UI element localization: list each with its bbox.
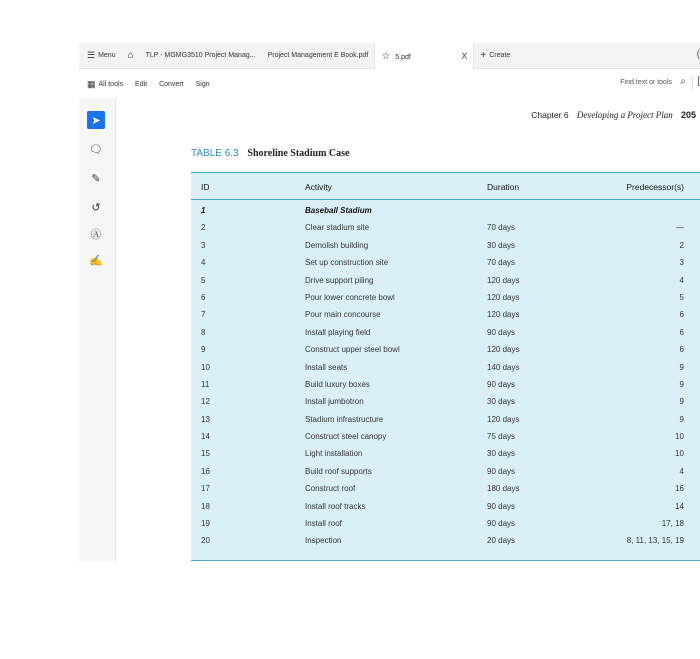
cell-duration: 70 days [487,223,516,233]
cell-predecessors: 9 [679,397,684,407]
cell-id: 8 [201,327,206,337]
cell-predecessors: 2 [679,240,684,250]
cell-duration: 90 days [487,501,516,511]
table-header [191,173,700,200]
menu-label: Menu [98,52,116,59]
table-row [191,255,700,272]
cell-predecessors: 9 [679,379,684,389]
cell-id: 17 [201,484,210,494]
tab-label: Project Management E Book.pdf [267,52,369,59]
sign-button[interactable]: Sign [195,80,210,88]
tab-active-5pdf[interactable] [374,43,474,70]
cell-activity: Install seats [305,362,348,372]
hamburger-icon: ☰ [87,50,96,60]
table-row [191,203,700,220]
table-row [191,325,700,342]
cell-activity: Baseball Stadium [305,206,372,215]
home-icon[interactable]: ⌂ [127,50,134,61]
cell-id: 10 [201,362,210,372]
cell-predecessors: 4 [679,466,684,476]
table-row [191,481,700,498]
cell-predecessors: 4 [679,275,684,285]
table-row [191,464,700,481]
panel-toggle-icon[interactable]: [ [692,76,700,90]
cell-activity: Build luxury boxes [305,379,370,389]
table-row [191,220,700,237]
cell-duration: 120 days [487,345,520,355]
help-icon[interactable]: ( [696,49,700,60]
cell-activity: Stadium infrastructure [305,414,384,424]
lasso-icon[interactable]: ↺ [91,201,101,214]
cell-id: 3 [201,240,206,250]
tool-rail [79,98,116,562]
cell-id: 7 [201,310,206,320]
table-row [191,499,700,516]
cell-id: 14 [201,432,210,442]
cell-predecessors: 5 [679,292,684,302]
running-head [531,110,696,120]
cell-predecessors: 8, 11, 13, 15, 19 [626,536,684,546]
cell-duration: 30 days [487,240,516,250]
cell-predecessors: 3 [679,258,684,268]
cell-activity: Inspection [305,536,342,546]
table-row [191,446,700,463]
header-duration: Duration [487,182,520,192]
table-row [191,533,700,550]
table-row [191,238,700,255]
cell-id: 15 [201,449,210,459]
table-row [191,377,700,394]
header-id: ID [201,182,210,192]
table-label: TABLE 6.3 [191,148,239,159]
cell-predecessors: 10 [675,432,684,442]
stamp-icon[interactable]: ✍ [89,254,103,267]
cell-id: 4 [201,258,206,268]
cell-id: 6 [201,292,206,302]
cell-duration: 120 days [487,310,520,320]
close-tab-button[interactable]: X [461,51,468,61]
text-box-icon[interactable]: Ⓐ [90,229,102,241]
tab-label: 5.pdf [395,53,411,61]
cell-duration: 90 days [487,466,516,476]
cell-activity: Construct upper steel bowl [305,345,400,355]
cursor-icon[interactable]: ➤ [87,111,105,129]
header-predecessors: Predecessor(s) [626,182,684,192]
cell-predecessors: 9 [679,362,684,372]
create-label: Create [489,52,511,59]
cell-activity: Pour lower concrete bowl [305,292,395,302]
comment-icon[interactable]: 🗨 [89,143,103,156]
create-tab-button[interactable] [474,43,516,69]
cell-duration: 120 days [487,292,520,302]
cell-predecessors: 17, 18 [661,519,684,529]
grid-icon: ▦ [87,78,96,89]
cell-duration: 120 days [487,275,520,285]
cell-duration: 75 days [487,432,516,442]
table-row [191,290,700,307]
tab-bar [79,43,700,69]
cell-duration: 90 days [487,379,516,389]
cell-id: 11 [201,379,210,389]
table-body [191,203,700,551]
cell-predecessors: 6 [679,327,684,337]
chapter-title: Developing a Project Plan [576,110,673,120]
table-row [191,342,700,359]
menu-button[interactable] [79,43,122,69]
cell-duration: 90 days [487,327,516,337]
cell-activity: Install roof [305,519,342,529]
find-text-input[interactable]: Find text or tools [620,79,672,86]
cell-activity: Set up construction site [305,258,389,268]
table-row [191,412,700,429]
all-tools-button[interactable]: All tools [98,80,124,88]
cell-id: 16 [201,466,210,476]
chapter-label: Chapter 6 [531,110,569,120]
cell-duration: 180 days [487,484,520,494]
star-icon[interactable]: ☆ [381,50,391,62]
tab-ebook[interactable] [262,43,375,69]
cell-id: 2 [201,223,206,233]
tab-tlp[interactable] [140,43,262,69]
cell-activity: Construct roof [305,484,356,494]
table-row [191,307,700,324]
search-icon[interactable]: ⌕ [680,76,686,87]
cell-id: 20 [201,536,210,546]
cell-duration: 120 days [487,414,520,424]
cell-activity: Clear stadium site [305,223,370,233]
cell-activity: Construct steel canopy [305,432,387,442]
cell-activity: Install roof tracks [305,501,366,511]
cell-id: 5 [201,275,206,285]
cell-duration: 70 days [487,258,516,268]
cell-predecessors: 6 [679,345,684,355]
cell-id: 12 [201,397,210,407]
table-row [191,360,700,377]
cell-id: 18 [201,501,210,511]
table-title: Shoreline Stadium Case [247,148,350,159]
cell-activity: Install playing field [305,327,371,337]
cell-activity: Demolish building [305,240,369,250]
cell-duration: 30 days [487,397,516,407]
activity-table [191,172,700,561]
toolbar [79,70,700,98]
plus-icon: + [480,50,487,61]
cell-id: 19 [201,519,210,529]
table-row [191,516,700,533]
cell-duration: 140 days [487,362,520,372]
cell-activity: Drive support piling [305,275,374,285]
cell-predecessors: 16 [675,484,684,494]
header-activity: Activity [305,182,332,192]
cell-duration: 30 days [487,449,516,459]
table-caption [191,148,349,159]
table-row [191,429,700,446]
cell-predecessors: 9 [679,414,684,424]
tab-label: TLP - MGMG3510 Project Manag... [145,52,256,59]
document-page [117,98,700,562]
cell-duration: 20 days [487,536,516,546]
cell-activity: Install jumbotron [305,397,364,407]
cell-predecessors: 6 [679,310,684,320]
cell-duration: 90 days [487,519,516,529]
cell-predecessors: 14 [675,501,684,511]
cell-id: 13 [201,414,210,424]
cell-predecessors: 10 [675,449,684,459]
cell-activity: Pour main concourse [305,310,381,320]
pen-icon[interactable]: ✎ [91,172,101,185]
convert-button[interactable]: Convert [159,80,184,88]
cell-id: 9 [201,345,206,355]
cell-activity: Light installation [305,449,363,459]
table-row [191,273,700,290]
page-number: 205 [680,110,696,120]
cell-id: 1 [201,206,206,215]
cell-activity: Build roof supports [305,466,372,476]
table-row [191,394,700,411]
pdf-viewer-window [79,43,700,562]
edit-button[interactable]: Edit [135,80,148,88]
cell-predecessors: — [676,223,684,233]
